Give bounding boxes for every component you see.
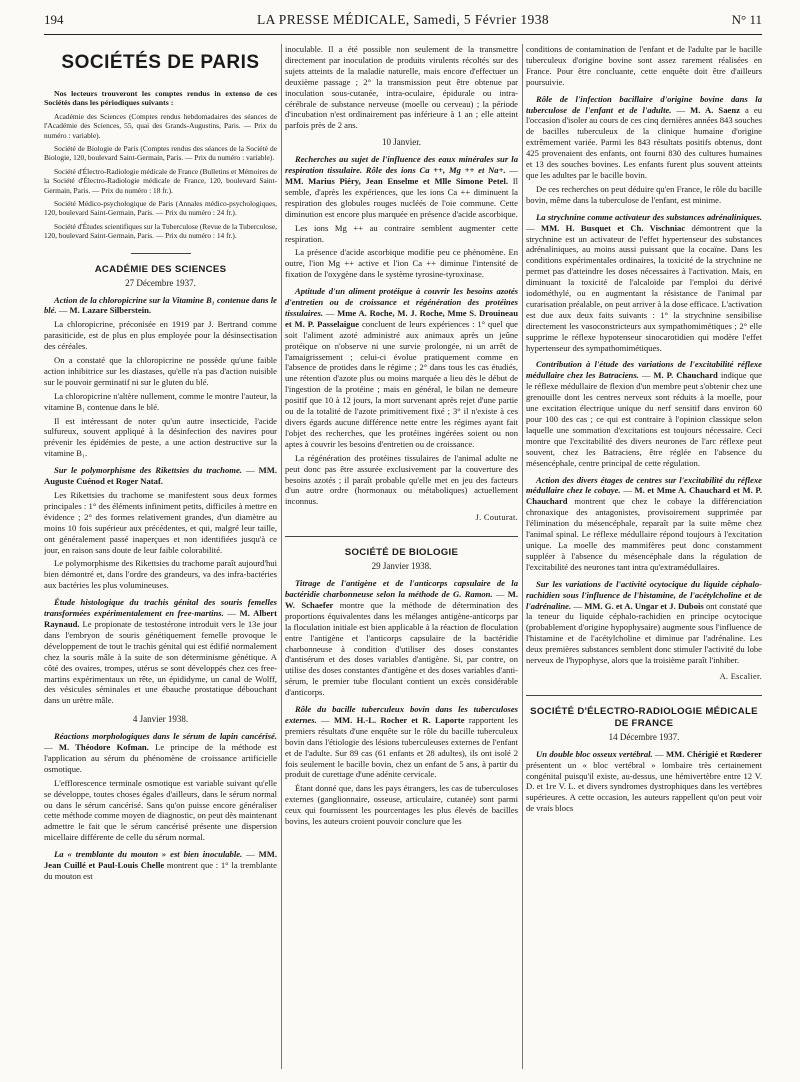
issue-number: N° 11 — [731, 12, 762, 27]
entry: Étude histologique du trachis génital des souris femelles transformées expérimentalement en free-martins. — M. Albert Raynaud. Le propionate de testostérone introduit vers le 13e jour dans l'embryon de souris génétiquement femelle provoque le développement de tout le trachis génital qui est édifié normalement chez la souris mâle à la suite de son déterminisme génétique. A côté des ovaires, trompes, utérus se sont développés chez ces free-martins expérimentaux un rête, un épididyme, un canal de Wolff, des vésicules séminales et une ébauche prostatique débouchant dans un urètre mâle. — [44, 597, 277, 706]
entry: Sur le polymorphisme des Rikettsies du trachome. — MM. Auguste Cuénod et Roger Nataf. — [44, 465, 277, 487]
paragraph: Le principe de la méthode est l'application au sérum du phénomène de croissance artificielle osmotique. — [44, 742, 277, 774]
paragraph: Il semble, d'après les expériences, que les ions Ca ++ diminuent la respiration des globules rouges nucléés de l'oie commune. Cette diminution est encore plus marquée en présence d'acide ascorbique. — [285, 175, 518, 219]
entry: Rôle de l'infection bacillaire d'origine bovine dans la tuberculose de l'enfant et de l'adulte. — M. A. Saenz a eu l'occasion d'isoler au cours de ces cinq dernières années 843 souches de bacilles tuberculeux de la clinique humaine d'origine extrêmement variée. Parmi les 843 résultats positifs obtenus, dont 425 provenaient des enfants, ont fourni 830 des cultures humaines et 13 des souches bovines. Les enfants furent plus souvent atteints que les adultes par le bacille bovin. — [526, 93, 762, 180]
entry-author: Mme A. Roche, M. J. Roche, Mme S. Drouineau et M. P. Passelaigue — [285, 307, 518, 329]
entry-title: Contribution à l'étude des variations de l'excitabilité réflexe médullaire chez les Batraciens. — [526, 359, 762, 381]
paragraph: conditions de contamination de l'enfant et de l'adulte par le bacille tuberculeux d'origine bovine sont assez rarement réalisées en France. Pour être concluante, cette enquête doit être d'ailleurs poursuivie. — [526, 44, 762, 87]
paragraph: Le propionate de testostérone introduit vers le 13e jour dans l'embryon de souris génétiquement femelle provoque le développement de tout le trachis génital qui est édifié normalement chez la souris mâle à la suite de son déterminisme génétique. A côté des ovaires, trompes, utérus se sont développés chez ces free-martins expérimentaux un rête, un épididyme, un canal de Wolff, des vésicules séminales et une ébauche prostatique débouchant dans un urètre mâle. — [44, 618, 277, 706]
entry: La strychnine comme activateur des substances adrénaliniques. — MM. H. Busquet et Ch. Vischniac démontrent que la strychnine est un activateur de l'effet hypertenseur des substances adrénaliniques, au moins aussi puissant que la cocaïne. Dans les conditions expérimentales ordinaires, la toxicité de la strychnine ne permet pas d'atteindre les doses nécessaires à l'activation. Mais, en diminuant la toxicité de l'alcaloïde par l'emploi du dérivé iodométhylé, ou en augmentant la résistance de l'animal par curarisation préalable, on peut arriver à la dose efficace. L'activation est due aux deux faits suivants : 1° la strychnine sensibilise directement les vasoconstricteurs aux sympathomimétiques ; 2° elle supprime le réflexe hypotenseur sinocarotidien qui modère l'effet hypertenseur des sympathomimétiques. — [526, 211, 762, 353]
paragraph: démontrent que la strychnine est un activateur de l'effet hypertenseur des substances adrénaliniques, au moins aussi puissant que la cocaïne. Dans les conditions expérimentales ordinaires, la toxicité de la strychnine ne permet pas d'atteindre les doses nécessaires à l'activation. Mais, en diminuant la toxicité de l'alcaloïde par l'emploi du dérivé iodométhylé, ou en augmentant la résistance de l'animal par curarisation préalable, on peut arriver à la dose efficace. L'activation est due aux deux faits suivants : 1° la strychnine sensibilise directement les vasoconstricteurs aux sympathomimétiques ; 2° elle supprime le réflexe hypotenseur sinocarotidien qui modère l'effet hypertenseur des sympathomimétiques. — [526, 222, 762, 353]
paragraph: rapportent les premiers résultats d'une enquête sur le rôle du bacille tuberculeux bovin dans l'étiologie des lésions tuberculeuses externes de l'enfant et de l'adulte. Sur 89 cas (61 enfants et 28 adultes), ils ont isolé 2 fois seulement le bacille bovin, chez un enfant de 5 ans, à partir du produit de curettage d'une adénite cervicale. — [285, 714, 518, 780]
section-separator — [131, 253, 191, 254]
section-date: 14 Décembre 1937. — [608, 731, 680, 742]
entry-author: MM. Jean Cuillé et Paul-Louis Chelle — [44, 849, 277, 871]
section-date: 29 Janvier 1938. — [371, 561, 432, 572]
entry-title: Réactions morphologiques dans le sérum de lapin cancérisé. — [54, 731, 277, 742]
paragraph: Il est intéressant de noter qu'un autre insecticide, l'acide sulfureux, souvent appliqué à la désinfection des navires pour prévenir les épidémies de peste, a une action destructive sur la vitamine B₁. — [44, 415, 277, 459]
entry-author: M. A. Saenz — [690, 104, 740, 115]
paragraph: inoculable. Il a été possible non seulement de la transmettre directement par inoculation de produits virulents récoltés sur des sujets atteints de la maladie naturelle, mais encore d'effectuer un deuxième passage ; 2° la transmission peut être obtenue par inoculation sous-cutanée, intra-oculaire, épidurale ou intra-cérébrale de substance nerveuse (moelle ou cerveau) ; la période d'incubation n'est ordinairement pas inférieure à 1 an ; elle atteint parfois près de 2 ans. — [285, 44, 518, 131]
entry-title: Rôle du bacille tuberculeux bovin dans les tuberculoses externes. — [285, 704, 518, 725]
paragraph: Les ions Mg ++ au contraire semblent augmenter cette respiration. — [285, 222, 518, 244]
paragraph: La présence d'acide ascorbique modifie peu ce phénomène. En outre, l'ion Mg ++ active et l'ion Ca ++ diminue l'intensité de fixation de l'oxygène dans le système tyrosine-tyroxinase. — [285, 247, 518, 280]
entry: Recherches au sujet de l'influence des eaux minérales sur la respiration tissulaire. Rôle des ions Ca ++, Mg ++ et Na+. — MM. Marius Piéry, Jean Enselme et Mlle Simone Petel. Il semble, d'après les expériences, que les ions Ca ++ diminuent la respiration des globules rouges nucléés de l'oie commune. Cette diminution est encore plus marquée en présence d'acide ascorbique. — [285, 154, 518, 219]
entry-title: Un double bloc osseux vertébral. — [536, 748, 653, 759]
paragraph: On a constaté que la chloropicrine ne possède qu'une faible action inhibitrice sur les diastases, qu'elle n'a pas d'action nuisible sur le pouvoir germinatif ni sur le gluten du blé. — [44, 355, 277, 387]
column-divider — [281, 44, 282, 1069]
paragraph: a eu l'occasion d'isoler au cours de ces cinq dernières années 843 souches de bacilles tuberculeux de la clinique humaine d'origine extrêmement variée. Parmi les 843 résultats positifs obtenus, dont 425 provenaient des enfants, ont fourni 830 des cultures humaines et 13 des souches bovines. Les enfants furent plus souvent atteints que les adultes par le bacille bovin. — [526, 104, 762, 180]
column-middle — [285, 44, 518, 1074]
intro-lead: Nos lecteurs trouveront les comptes rendus in extenso de ces Sociétés dans les périodiques suivants : — [44, 88, 277, 108]
section-heading: SOCIÉTÉ D'ÉLECTRO-RADIOLOGIE MÉDICALE DE FRANCE — [526, 695, 762, 730]
intro-item: Société d'Études scientifiques sur la Tuberculose (Revue de la Tuberculose, 120, boulevard Saint-Germain, Paris. — Prix du numéro : 14 fr.). — [44, 221, 277, 241]
intro-item: Société de Biologie de Paris (Comptes rendus des séances de la Société de Biologie, 120, boulevard Saint-Germain, Paris. — Prix du numéro : variable). — [44, 143, 277, 163]
section-heading: SOCIÉTÉ DE BIOLOGIE — [285, 536, 518, 559]
entry-title: Sur les variations de l'activité ocytocique du liquide céphalo-rachidien sous l'influence de l'histamine, de l'acétylcholine et de l'adrénaline. — [526, 578, 762, 611]
entry-author: MM. G. et A. Ungar et J. Dubois — [584, 600, 704, 611]
entry-title: Action de la chloropicrine sur la Vitamine B₁ contenue dans le blé. — [44, 294, 277, 316]
entry-title: Titrage de l'antigène et de l'anticorps capsulaire de la bactéridie charbonneuse selon la méthode de G. Ramon. — [285, 578, 518, 599]
entry-author: MM. Chérigié et Rœderer — [666, 748, 762, 759]
entry-title: La « tremblante du mouton » est bien inoculable. — [54, 849, 243, 860]
section-date: 10 Janvier. — [382, 137, 421, 148]
paragraph: ont constaté que la teneur du liquide céphalo-rachidien en principe ocytocique (probablement d'origine hypophysaire) augmente sous l'influence de l'histamine et de l'acétylcholine et diminue par l'adrénaline. Les deux premières substances semblent donc stimuler l'activité du lobe nerveux de l'hypophyse, alors que la troisième paraît l'inhiber. — [526, 600, 762, 666]
main-heading: SOCIÉTÉS DE PARIS — [61, 52, 260, 73]
entry: Rôle du bacille tuberculeux bovin dans les tuberculoses externes. — MM. H.-L. Rocher et R. Laporte rapportent les premiers résultats d'une enquête sur le rôle du bacille tuberculeux bovin dans l'étiologie des lésions tuberculeuses externes de l'enfant et de l'adulte. Sur 89 cas (61 enfants et 28 adultes), ils ont isolé 2 fois seulement le bacille bovin, chez un enfant de 5 ans, à partir du produit de curettage d'une adénite cervicale. — [285, 704, 518, 780]
column-right — [526, 44, 762, 1074]
intro-item: Société Médico-psychologique de Paris (Annales médico-psychologiques, 120, boulevard Saint-Germain, Paris. — Prix du numéro : 24 fr.). — [44, 198, 277, 218]
entry-author: MM. Auguste Cuénod et Roger Nataf. — [44, 465, 277, 487]
column-divider — [522, 44, 523, 1069]
entry: Titrage de l'antigène et de l'anticorps capsulaire de la bactéridie charbonneuse selon la méthode de G. Ramon. — M. W. Schaefer montre que la méthode de détermination des proportions équivalentes dans les mélanges antigène-anticorps par la floculation initiale est bien applicable à la réaction de floculation entre l'antigène et l'anticorps capsulaire de la bactéridie charbonneuse à condition d'utiliser des doses constantes d'antisérum et des doses variables d'antigène. Si, par contre, on utilise des doses constantes d'antigène et des doses variables d'anti-sérum, le premier tube floculant contient un excès considérable d'anticorps. — [285, 578, 518, 698]
entry: Un double bloc osseux vertébral. — MM. Chérigié et Rœderer présentent un « bloc vertébral » lombaire très certainement congénital puisqu'il existe, au-dessus, une hémivertèbre entre 12 V. D. et 1re V. L. et divers syndromes dystrophiques dans les vertèbres supérieures. A cette occasion, les auteurs rappellent qu'on peut voir de vrais blocs — [526, 748, 762, 814]
entry-author: MM. Marius Piéry, Jean Enselme et Mlle Simone Petel. — [285, 175, 509, 186]
paragraph: La régénération des protéines tissulaires de l'animal adulte ne peut donc pas être assurée exclusivement par la couverture des besoins azotés ; il paraît probable qu'elle met en jeu des facteurs d'un autre ordre (hormonaux ou métaboliques) actuellement inconnus. — [285, 452, 518, 507]
paragraph: L'efflorescence terminale osmotique est variable suivant qu'elle se développe, toutes choses égales d'ailleurs, dans le sérum normal ou dans le sérum cancérisé. Sans qu'on puisse encore généraliser cette méthode comme moyen de diagnostic, on peut dès maintenant admettre le fait que le sérum cancérisé présente une dispersion micellaire différente de celle du sérum normal. — [44, 777, 277, 843]
section-heading: ACADÉMIE DES SCIENCES — [94, 263, 227, 275]
section-date: 27 Décembre 1937. — [125, 277, 196, 288]
section-date: 4 Janvier 1938. — [132, 714, 189, 725]
entry: Contribution à l'étude des variations de l'excitabilité réflexe médullaire chez les Batraciens. — M. P. Chauchard indique que le réflexe médullaire de flexion d'un membre peut s'obtenir chez une grenouille dont les centres nerveux sont réduits à la moelle, pour une excitation électrique unique du nerf sensitif dans environ 60 pour 100 des cas ; ce qui est contraire à l'opinion classique selon laquelle une sommation d'excitations est toujours nécessaire. Ceci montre que l'excitabilité des divers neurones de l'arc réflexe peut souvent, chez les Batraciens, être réglée en l'absence du mésencéphale, centre principal de cette régulation. — [526, 359, 762, 468]
entry-author: M. Théodore Kofman. — [58, 742, 149, 753]
entry-author: MM. H.-L. Rocher et R. Laporte — [333, 714, 465, 725]
paragraph: La chloropicrine n'altère nullement, comme le montre l'auteur, la vitamine B₁ contenue dans le blé. — [44, 390, 277, 412]
page-number: 194 — [44, 12, 64, 27]
paragraph: montrent que : 1° la tremblante du mouton est — [44, 860, 277, 881]
paragraph: Les Rikettsies du trachome se manifestent sous deux formes principales : 1° des éléments infiniment petits, difficiles à mettre en évidence ; 2° des formes relativement grandes, d'un diamètre au moins 10 fois supérieur aux précédentes, et qui, malgré leur taille, ont généralement passé inaperçues et non identifiées jusqu'à ce jour, en raison sans doute de leur faible colorabilité. — [44, 490, 277, 555]
paragraph: Le polymorphisme des Rikettsies du trachome paraît aujourd'hui bien démontré et, dans l'ordre des grandeurs, va des infra-bactéries aux bactéries les plus volumineuses. — [44, 558, 277, 591]
paragraph: montre que la méthode de détermination des proportions équivalentes dans les mélanges antigène-anticorps par la floculation initiale est bien applicable à la réaction de floculation entre l'antigène et l'anticorps capsulaire de la bactéridie charbonneuse à condition d'utiliser des doses constantes d'antisérum et des doses variables d'antigène. Si, par contre, on utilise des doses constantes d'antigène et des doses variables d'anti-sérum, le premier tube floculant contient un excès considérable d'anticorps. — [285, 599, 518, 698]
intro-block — [44, 89, 277, 241]
column-left — [44, 44, 277, 1074]
paragraph: De ces recherches on peut déduire qu'en France, le rôle du bacille bovin, même dans la tuberculose de l'enfant, est minime. — [526, 183, 762, 205]
entry-author: M. P. Chauchard — [653, 370, 718, 381]
entry-title: Étude histologique du trachis génital des souris femelles transformées expérimentalement en free-martins. — [44, 597, 277, 619]
entry-title: Aptitude d'un aliment protéique à couvrir les besoins azotés d'entretien ou de croissance et régénération des protéines tissulaires. — [285, 286, 518, 318]
paragraph: concluent de leurs expériences : 1° quel que soit l'aliment azoté administré aux animaux après un jeûne protéique on n'observe ni une survie prolongée, ni un arrêt de l'amaigrissement ; celui-ci évolue pratiquement comme en l'absence de protides dans le régime ; 2° dans tous les cas étudiés, une rétention d'azote plus ou moins marquée a lieu dès le début de l'ingestion de la protéine ; mais en général, le bilan ne demeure positif que 10 à 12 jours, la mort survenant après rejet d'une partie ou de la totalité de l'azote primitivement fixé ; 3° il n'existe à ces divers égards aucune différence nette entre les régimes ayant fait l'objet des recherches, que les protéines ingérées soient ou non aptes à couvrir les besoins d'entretien ou de croissance. — [285, 318, 518, 449]
entry-title: Rôle de l'infection bacillaire d'origine bovine dans la tuberculose de l'enfant et de l'adulte. — [526, 93, 762, 115]
paragraph: présentent un « bloc vertébral » lombaire très certainement congénital puisqu'il existe, au-dessus, une hémivertèbre entre 12 V. D. et 1re V. L. et divers syndromes dystrophiques dans les vertèbres supérieures. A cette occasion, les auteurs rappellent qu'on peut voir de vrais blocs — [526, 759, 762, 814]
entry: Aptitude d'un aliment protéique à couvrir les besoins azotés d'entretien ou de croissance et régénération des protéines tissulaires. — Mme A. Roche, M. J. Roche, Mme S. Drouineau et M. P. Passelaigue concluent de leurs expériences : 1° quel que soit l'aliment azoté administré aux animaux après un jeûne protéique on n'observe ni une survie prolongée, ni un arrêt de l'amaigrissement ; celui-ci évolue pratiquement comme en l'absence de protides dans le régime ; 2° dans tous les cas étudiés, une rétention d'azote plus ou moins marquée a lieu dès le début de l'ingestion de la protéine ; mais en général, le bilan ne demeure positif que 10 à 12 jours, la mort survenant après rejet d'une partie ou de la totalité de l'azote primitivement fixé ; 3° il n'existe à ces divers égards aucune différence nette entre les régimes ayant fait l'objet des recherches, que les protéines ingérées soient ou non aptes à couvrir les besoins d'entretien ou de croissance. — [285, 286, 518, 449]
entry-title: Recherches au sujet de l'influence des eaux minérales sur la respiration tissulaire. Rôle des ions Ca ++, Mg ++ et Na+. — [285, 154, 518, 176]
entry-title: Sur le polymorphisme des Rikettsies du trachome. — [54, 465, 242, 476]
paragraph: La chloropicrine, préconisée en 1919 par J. Bertrand comme parasiticide, est de plus en plus employée pour la désinsectisation des céréales. — [44, 319, 277, 352]
entry: Action de la chloropicrine sur la Vitamine B₁ contenue dans le blé. — M. Lazare Silberstein. — [44, 294, 277, 316]
journal-title: LA PRESSE MÉDICALE, Samedi, 5 Février 1938 — [256, 12, 550, 27]
entry-author: MM. H. Busquet et Ch. Vischniac — [540, 222, 686, 233]
intro-item: Société d'Électro-Radiologie médicale de France (Bulletins et Mémoires de la Société d'Électro-Radiologie médicale de France, 120, boulevard Saint-Germain, Paris. — Prix du numéro : 18 fr.). — [44, 166, 277, 195]
paragraph: montrent que chez le cobaye la différenciation chronaxique des antagonistes, provisoirement supprimée par l'élimination du mésencéphale, reparaît par la suite même chez l'animal spinal. Le réflexe médullaire répond toujours à l'excitation unique. La moelle des mammifères peut donc constamment suppléer à l'absence du mésencéphale dans la régulation de l'excitabilité des neurones tant intra qu'extramédullaires. — [526, 496, 762, 572]
entry-author: M. Lazare Silberstein. — [69, 305, 152, 316]
paragraph: Étant donné que, dans les pays étrangers, les cas de tuberculoses externes (ganglionnaire, osseuse, articulaire, cutanée) sont parmi ceux qui fournissent les pourcentages les plus élevés de bacilles bovins, les auteurs croient pouvoir conclure que les — [285, 783, 518, 827]
entry-title: La strychnine comme activateur des substances adrénaliniques. — [536, 211, 762, 222]
signature: A. Escalier. — [719, 671, 762, 681]
entry: La « tremblante du mouton » est bien inoculable. — MM. Jean Cuillé et Paul-Louis Chelle montrent que : 1° la tremblante du mouton est — [44, 849, 277, 881]
entry-author: M. W. Schaefer — [285, 588, 518, 610]
page-header — [44, 12, 762, 44]
entry: Sur les variations de l'activité ocytocique du liquide céphalo-rachidien sous l'influence de l'histamine, de l'acétylcholine et de l'adrénaline. — MM. G. et A. Ungar et J. Dubois ont constaté que la teneur du liquide céphalo-rachidien en principe ocytocique (probablement d'origine hypophysaire) augmente sous l'influence de l'histamine et de l'acétylcholine et diminue par l'adrénaline. Les deux premières substances semblent donc stimuler l'activité du lobe nerveux de l'hypophyse, alors que la troisième paraît l'inhiber. — [526, 578, 762, 666]
header-rule — [44, 34, 762, 35]
entry: Réactions morphologiques dans le sérum de lapin cancérisé. — M. Théodore Kofman. Le principe de la méthode est l'application au sérum du phénomène de croissance artificielle osmotique. — [44, 731, 277, 774]
signature: J. Couturat. — [475, 513, 518, 523]
entry-author: M. et Mme A. Chauchard et M. P. Chauchard — [526, 485, 762, 507]
paragraph: indique que le réflexe médullaire de flexion d'un membre peut s'obtenir chez une grenouille dont les centres nerveux sont réduits à la moelle, pour une excitation électrique unique du nerf sensitif dans environ 60 pour 100 des cas ; ce qui est contraire à l'opinion classique selon laquelle une sommation d'excitations est toujours nécessaire. Ceci montre que l'excitabilité des divers neurones de l'arc réflexe peut souvent, chez les Batraciens, être réglée en l'absence du mésencéphale, centre principal de cette régulation. — [526, 370, 762, 468]
entry: Action des divers étages de centres sur l'excitabilité du réflexe médullaire chez le cobaye. — M. et Mme A. Chauchard et M. P. Chauchard montrent que chez le cobaye la différenciation chronaxique des antagonistes, provisoirement supprimée par l'élimination du mésencéphale, reparaît par la suite même chez l'animal spinal. Le réflexe médullaire répond toujours à l'excitation unique. La moelle des mammifères peut donc constamment suppléer à l'absence du mésencéphale dans la régulation de l'excitabilité des neurones tant intra qu'extramédullaires. — [526, 474, 762, 572]
entry-author: M. Albert Raynaud. — [44, 608, 277, 629]
intro-item: Académie des Sciences (Comptes rendus hebdomadaires des séances de l'Académie des Sciences, 55, quai des Grands-Augustins, Paris. — Prix du numéro : variable). — [44, 111, 277, 140]
entry-title: Action des divers étages de centres sur l'excitabilité du réflexe médullaire chez le cobaye. — [526, 474, 762, 496]
